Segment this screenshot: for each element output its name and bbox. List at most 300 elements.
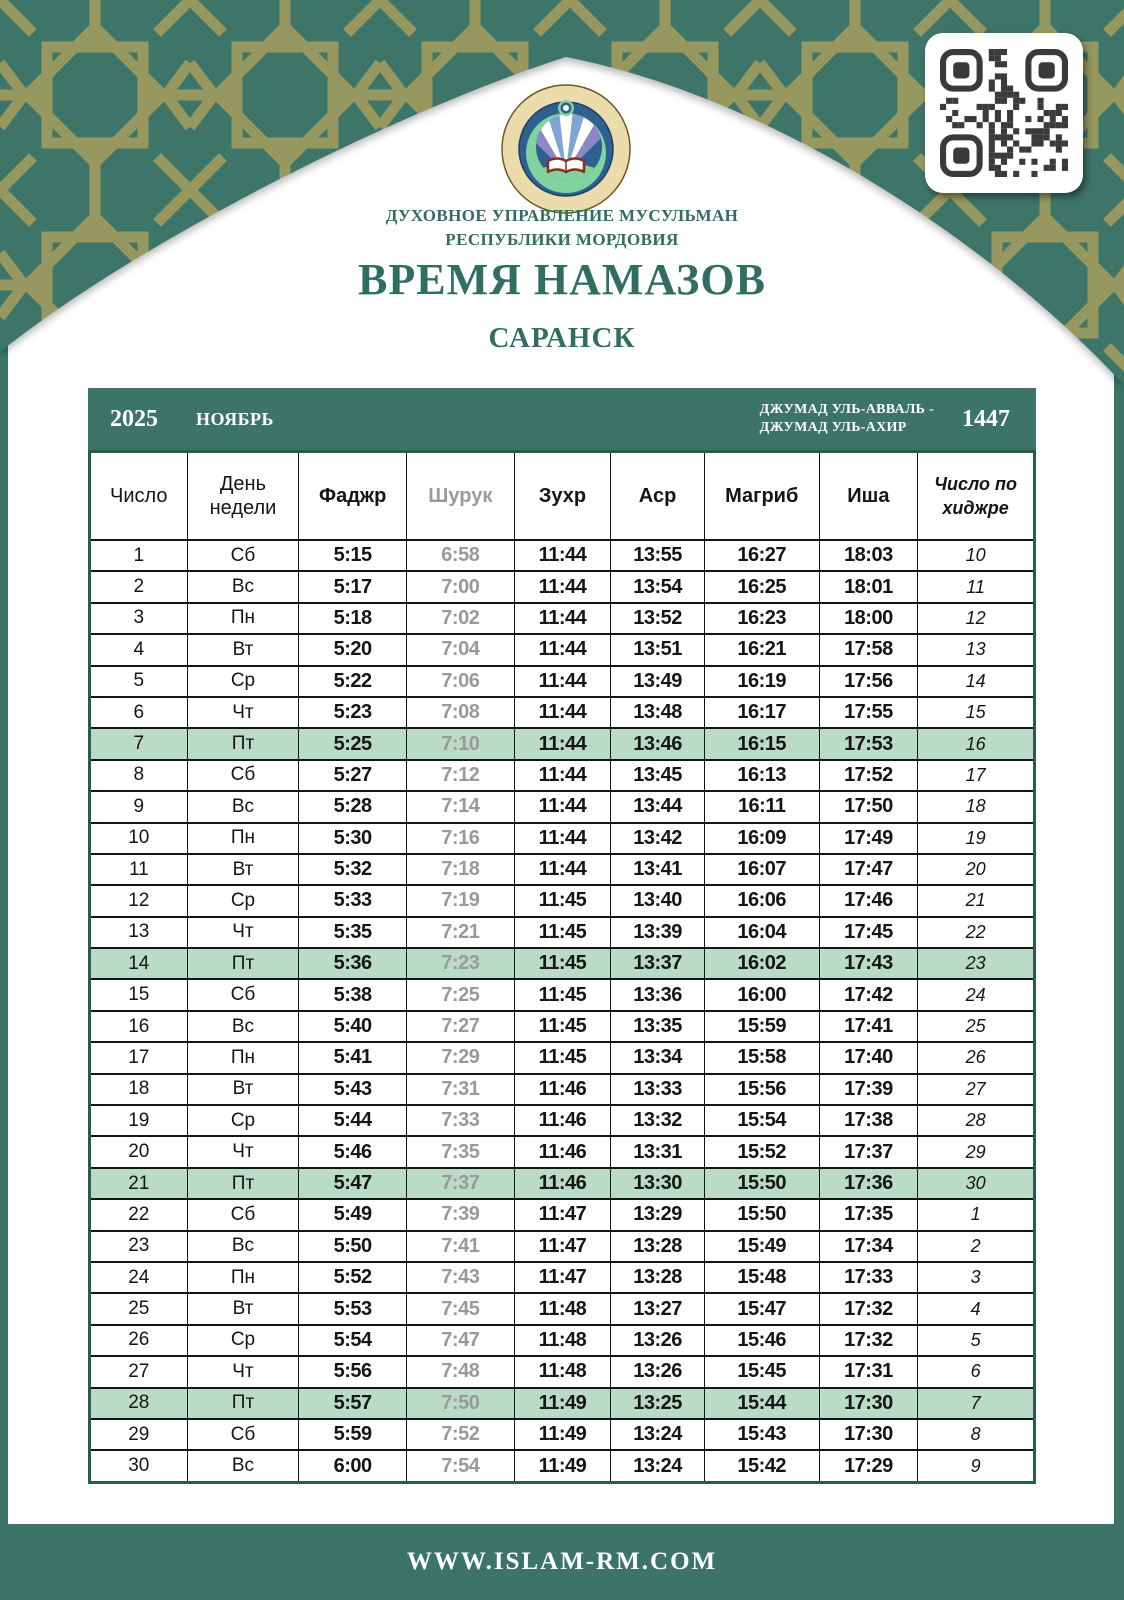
cell-weekday: Пт xyxy=(187,1168,299,1199)
cell-shuruk: 7:41 xyxy=(406,1231,514,1262)
muftiate-logo-icon xyxy=(500,83,632,215)
table-row xyxy=(90,1388,1035,1419)
table-row xyxy=(90,1450,1035,1482)
cell-maghrib: 15:48 xyxy=(704,1262,819,1293)
cell-fajr: 5:46 xyxy=(299,1136,407,1167)
cell-maghrib: 16:15 xyxy=(704,728,819,759)
cell-zuhr: 11:44 xyxy=(514,571,611,602)
table-row xyxy=(90,1293,1035,1324)
cell-shuruk: 7:45 xyxy=(406,1293,514,1324)
cell-maghrib: 16:25 xyxy=(704,571,819,602)
cell-fajr: 5:43 xyxy=(299,1074,407,1105)
cell-fajr: 5:27 xyxy=(299,760,407,791)
cell-asr: 13:28 xyxy=(611,1262,705,1293)
cell-shuruk: 7:16 xyxy=(406,823,514,854)
cell-fajr: 5:40 xyxy=(299,1011,407,1042)
cell-shuruk: 7:18 xyxy=(406,854,514,885)
cell-maghrib: 16:19 xyxy=(704,666,819,697)
cell-zuhr: 11:45 xyxy=(514,948,611,979)
cell-hijri-date: 18 xyxy=(918,791,1035,822)
cell-zuhr: 11:44 xyxy=(514,854,611,885)
cell-hijri-date: 10 xyxy=(918,540,1035,571)
cell-asr: 13:42 xyxy=(611,823,705,854)
cell-asr: 13:28 xyxy=(611,1231,705,1262)
page-title: ВРЕМЯ НАМАЗОВ xyxy=(358,255,766,304)
cell-date: 12 xyxy=(90,885,188,916)
cell-hijri-date: 19 xyxy=(918,823,1035,854)
cell-date: 11 xyxy=(90,854,188,885)
cell-zuhr: 11:46 xyxy=(514,1074,611,1105)
cell-hijri-date: 20 xyxy=(918,854,1035,885)
cell-shuruk: 7:33 xyxy=(406,1105,514,1136)
cell-maghrib: 15:45 xyxy=(704,1356,819,1387)
cell-fajr: 5:30 xyxy=(299,823,407,854)
cell-maghrib: 16:02 xyxy=(704,948,819,979)
cell-zuhr: 11:47 xyxy=(514,1199,611,1230)
cell-weekday: Пн xyxy=(187,1042,299,1073)
cell-hijri-date: 23 xyxy=(918,948,1035,979)
cell-weekday: Чт xyxy=(187,1136,299,1167)
table-row xyxy=(90,728,1035,759)
cell-isha: 17:41 xyxy=(819,1011,918,1042)
cell-hijri-date: 25 xyxy=(918,1011,1035,1042)
cell-fajr: 5:18 xyxy=(299,603,407,634)
cell-isha: 17:56 xyxy=(819,666,918,697)
cell-asr: 13:35 xyxy=(611,1011,705,1042)
prayer-times-table xyxy=(88,450,1036,1484)
table-row xyxy=(90,666,1035,697)
cell-maghrib: 16:09 xyxy=(704,823,819,854)
cell-asr: 13:32 xyxy=(611,1105,705,1136)
cell-maghrib: 15:47 xyxy=(704,1293,819,1324)
month-band xyxy=(88,388,1036,450)
cell-fajr: 5:49 xyxy=(299,1199,407,1230)
cell-weekday: Ср xyxy=(187,1325,299,1356)
col-header-hijri-date: Число по хиджре xyxy=(918,452,1035,541)
cell-date: 8 xyxy=(90,760,188,791)
cell-fajr: 5:56 xyxy=(299,1356,407,1387)
cell-hijri-date: 21 xyxy=(918,885,1035,916)
cell-zuhr: 11:45 xyxy=(514,979,611,1010)
gregorian-year: 2025 xyxy=(110,405,158,432)
cell-fajr: 5:47 xyxy=(299,1168,407,1199)
cell-hijri-date: 3 xyxy=(918,1262,1035,1293)
cell-isha: 17:43 xyxy=(819,948,918,979)
cell-fajr: 5:35 xyxy=(299,917,407,948)
cell-weekday: Сб xyxy=(187,1419,299,1450)
cell-date: 14 xyxy=(90,948,188,979)
cell-date: 26 xyxy=(90,1325,188,1356)
cell-maghrib: 16:27 xyxy=(704,540,819,571)
cell-asr: 13:27 xyxy=(611,1293,705,1324)
cell-zuhr: 11:44 xyxy=(514,760,611,791)
cell-date: 7 xyxy=(90,728,188,759)
cell-isha: 17:29 xyxy=(819,1450,918,1482)
cell-maghrib: 15:59 xyxy=(704,1011,819,1042)
cell-weekday: Пт xyxy=(187,1388,299,1419)
cell-shuruk: 7:39 xyxy=(406,1199,514,1230)
table-row xyxy=(90,1231,1035,1262)
cell-zuhr: 11:46 xyxy=(514,1105,611,1136)
cell-date: 13 xyxy=(90,917,188,948)
cell-fajr: 5:57 xyxy=(299,1388,407,1419)
table-row xyxy=(90,571,1035,602)
cell-hijri-date: 22 xyxy=(918,917,1035,948)
cell-zuhr: 11:45 xyxy=(514,1011,611,1042)
cell-weekday: Чт xyxy=(187,697,299,728)
cell-zuhr: 11:48 xyxy=(514,1356,611,1387)
cell-fajr: 5:44 xyxy=(299,1105,407,1136)
cell-isha: 17:42 xyxy=(819,979,918,1010)
cell-shuruk: 7:54 xyxy=(406,1450,514,1482)
cell-fajr: 5:22 xyxy=(299,666,407,697)
table-row xyxy=(90,697,1035,728)
cell-weekday: Ср xyxy=(187,885,299,916)
footer-band xyxy=(0,1524,1124,1600)
cell-zuhr: 11:45 xyxy=(514,917,611,948)
cell-shuruk: 7:10 xyxy=(406,728,514,759)
cell-maghrib: 15:54 xyxy=(704,1105,819,1136)
cell-shuruk: 7:52 xyxy=(406,1419,514,1450)
cell-asr: 13:26 xyxy=(611,1356,705,1387)
cell-asr: 13:44 xyxy=(611,791,705,822)
cell-isha: 17:47 xyxy=(819,854,918,885)
cell-asr: 13:31 xyxy=(611,1136,705,1167)
cell-weekday: Вс xyxy=(187,1450,299,1482)
table-header xyxy=(90,452,1035,541)
cell-hijri-date: 13 xyxy=(918,634,1035,665)
cell-isha: 17:53 xyxy=(819,728,918,759)
cell-date: 5 xyxy=(90,666,188,697)
cell-shuruk: 7:29 xyxy=(406,1042,514,1073)
cell-weekday: Сб xyxy=(187,760,299,791)
cell-shuruk: 7:14 xyxy=(406,791,514,822)
qr-card xyxy=(925,33,1083,193)
table-row xyxy=(90,948,1035,979)
cell-isha: 17:35 xyxy=(819,1199,918,1230)
cell-maghrib: 15:58 xyxy=(704,1042,819,1073)
cell-weekday: Чт xyxy=(187,1356,299,1387)
cell-isha: 17:38 xyxy=(819,1105,918,1136)
cell-weekday: Вт xyxy=(187,1293,299,1324)
cell-shuruk: 7:19 xyxy=(406,885,514,916)
cell-hijri-date: 7 xyxy=(918,1388,1035,1419)
cell-isha: 17:39 xyxy=(819,1074,918,1105)
cell-weekday: Ср xyxy=(187,1105,299,1136)
table-row xyxy=(90,791,1035,822)
cell-asr: 13:55 xyxy=(611,540,705,571)
cell-hijri-date: 11 xyxy=(918,571,1035,602)
cell-shuruk: 7:48 xyxy=(406,1356,514,1387)
cell-date: 25 xyxy=(90,1293,188,1324)
cell-isha: 17:52 xyxy=(819,760,918,791)
col-header-fajr: Фаджр xyxy=(299,452,407,541)
cell-fajr: 5:38 xyxy=(299,979,407,1010)
cell-weekday: Вс xyxy=(187,571,299,602)
cell-weekday: Пн xyxy=(187,603,299,634)
table-row xyxy=(90,1136,1035,1167)
cell-weekday: Ср xyxy=(187,666,299,697)
table-row xyxy=(90,1074,1035,1105)
cell-fajr: 5:53 xyxy=(299,1293,407,1324)
cell-asr: 13:40 xyxy=(611,885,705,916)
cell-maghrib: 15:44 xyxy=(704,1388,819,1419)
cell-isha: 17:30 xyxy=(819,1388,918,1419)
cell-isha: 17:33 xyxy=(819,1262,918,1293)
cell-isha: 18:01 xyxy=(819,571,918,602)
cell-zuhr: 11:46 xyxy=(514,1136,611,1167)
cell-date: 29 xyxy=(90,1419,188,1450)
cell-fajr: 5:59 xyxy=(299,1419,407,1450)
cell-weekday: Пт xyxy=(187,948,299,979)
cell-date: 3 xyxy=(90,603,188,634)
cell-shuruk: 7:08 xyxy=(406,697,514,728)
cell-date: 2 xyxy=(90,571,188,602)
cell-hijri-date: 6 xyxy=(918,1356,1035,1387)
cell-date: 28 xyxy=(90,1388,188,1419)
table-row xyxy=(90,760,1035,791)
cell-shuruk: 7:04 xyxy=(406,634,514,665)
cell-isha: 17:55 xyxy=(819,697,918,728)
cell-isha: 17:40 xyxy=(819,1042,918,1073)
cell-isha: 18:03 xyxy=(819,540,918,571)
cell-asr: 13:54 xyxy=(611,571,705,602)
cell-asr: 13:46 xyxy=(611,728,705,759)
cell-maghrib: 15:50 xyxy=(704,1199,819,1230)
cell-hijri-date: 15 xyxy=(918,697,1035,728)
cell-shuruk: 7:02 xyxy=(406,603,514,634)
cell-fajr: 5:15 xyxy=(299,540,407,571)
cell-zuhr: 11:47 xyxy=(514,1231,611,1262)
cell-isha: 17:45 xyxy=(819,917,918,948)
cell-maghrib: 16:04 xyxy=(704,917,819,948)
cell-fajr: 6:00 xyxy=(299,1450,407,1482)
cell-fajr: 5:25 xyxy=(299,728,407,759)
cell-maghrib: 15:42 xyxy=(704,1450,819,1482)
cell-asr: 13:26 xyxy=(611,1325,705,1356)
table-row xyxy=(90,885,1035,916)
cell-asr: 13:24 xyxy=(611,1419,705,1450)
cell-hijri-date: 5 xyxy=(918,1325,1035,1356)
cell-asr: 13:29 xyxy=(611,1199,705,1230)
cell-hijri-date: 24 xyxy=(918,979,1035,1010)
cell-date: 21 xyxy=(90,1168,188,1199)
cell-asr: 13:37 xyxy=(611,948,705,979)
cell-zuhr: 11:47 xyxy=(514,1262,611,1293)
table-row xyxy=(90,1356,1035,1387)
star-ornament xyxy=(558,100,574,116)
cell-hijri-date: 28 xyxy=(918,1105,1035,1136)
org-name-line2: РЕСПУБЛИКИ МОРДОВИЯ xyxy=(445,230,679,249)
cell-hijri-date: 12 xyxy=(918,603,1035,634)
table-row xyxy=(90,979,1035,1010)
cell-maghrib: 15:49 xyxy=(704,1231,819,1262)
cell-hijri-date: 1 xyxy=(918,1199,1035,1230)
cell-zuhr: 11:49 xyxy=(514,1419,611,1450)
cell-isha: 17:34 xyxy=(819,1231,918,1262)
cell-isha: 17:32 xyxy=(819,1325,918,1356)
cell-zuhr: 11:44 xyxy=(514,634,611,665)
table-row xyxy=(90,1011,1035,1042)
table-row xyxy=(90,1042,1035,1073)
cell-isha: 17:58 xyxy=(819,634,918,665)
cell-date: 16 xyxy=(90,1011,188,1042)
cell-asr: 13:41 xyxy=(611,854,705,885)
cell-shuruk: 7:47 xyxy=(406,1325,514,1356)
col-header-shuruk: Шурук xyxy=(406,452,514,541)
cell-zuhr: 11:48 xyxy=(514,1293,611,1324)
cell-weekday: Вт xyxy=(187,634,299,665)
cell-weekday: Сб xyxy=(187,1199,299,1230)
cell-fajr: 5:50 xyxy=(299,1231,407,1262)
city-title: САРАНСК xyxy=(488,322,636,354)
cell-maghrib: 15:52 xyxy=(704,1136,819,1167)
cell-hijri-date: 8 xyxy=(918,1419,1035,1450)
cell-zuhr: 11:44 xyxy=(514,728,611,759)
cell-isha: 18:00 xyxy=(819,603,918,634)
cell-maghrib: 16:11 xyxy=(704,791,819,822)
cell-isha: 17:50 xyxy=(819,791,918,822)
cell-fajr: 5:20 xyxy=(299,634,407,665)
website-url: WWW.ISLAM-RM.COM xyxy=(406,1548,718,1575)
cell-shuruk: 7:43 xyxy=(406,1262,514,1293)
cell-isha: 17:37 xyxy=(819,1136,918,1167)
col-header-maghrib: Магриб xyxy=(704,452,819,541)
prayer-table-block xyxy=(88,388,1036,1484)
cell-asr: 13:39 xyxy=(611,917,705,948)
cell-hijri-date: 30 xyxy=(918,1168,1035,1199)
qr-code-icon xyxy=(940,49,1068,177)
cell-zuhr: 11:44 xyxy=(514,791,611,822)
cell-asr: 13:25 xyxy=(611,1388,705,1419)
cell-isha: 17:32 xyxy=(819,1293,918,1324)
cell-maghrib: 16:06 xyxy=(704,885,819,916)
col-header-weekday: День недели xyxy=(187,452,299,541)
cell-hijri-date: 29 xyxy=(918,1136,1035,1167)
cell-weekday: Чт xyxy=(187,917,299,948)
cell-zuhr: 11:48 xyxy=(514,1325,611,1356)
cell-date: 19 xyxy=(90,1105,188,1136)
org-name-line1: ДУХОВНОЕ УПРАВЛЕНИЕ МУСУЛЬМАН xyxy=(385,206,739,225)
table-row xyxy=(90,1199,1035,1230)
cell-weekday: Сб xyxy=(187,540,299,571)
cell-fajr: 5:54 xyxy=(299,1325,407,1356)
cell-fajr: 5:36 xyxy=(299,948,407,979)
cell-date: 23 xyxy=(90,1231,188,1262)
cell-hijri-date: 2 xyxy=(918,1231,1035,1262)
cell-weekday: Вс xyxy=(187,1011,299,1042)
cell-isha: 17:30 xyxy=(819,1419,918,1450)
table-row xyxy=(90,603,1035,634)
cell-date: 10 xyxy=(90,823,188,854)
cell-asr: 13:45 xyxy=(611,760,705,791)
cell-isha: 17:49 xyxy=(819,823,918,854)
cell-date: 18 xyxy=(90,1074,188,1105)
cell-fajr: 5:52 xyxy=(299,1262,407,1293)
cell-asr: 13:33 xyxy=(611,1074,705,1105)
cell-date: 24 xyxy=(90,1262,188,1293)
col-header-isha: Иша xyxy=(819,452,918,541)
cell-zuhr: 11:49 xyxy=(514,1388,611,1419)
cell-date: 27 xyxy=(90,1356,188,1387)
cell-isha: 17:46 xyxy=(819,885,918,916)
cell-maghrib: 15:43 xyxy=(704,1419,819,1450)
cell-maghrib: 16:00 xyxy=(704,979,819,1010)
cell-zuhr: 11:45 xyxy=(514,885,611,916)
cell-maghrib: 16:23 xyxy=(704,603,819,634)
hijri-months xyxy=(760,401,934,437)
cell-isha: 17:36 xyxy=(819,1168,918,1199)
cell-shuruk: 7:35 xyxy=(406,1136,514,1167)
table-row xyxy=(90,917,1035,948)
cell-asr: 13:30 xyxy=(611,1168,705,1199)
table-row xyxy=(90,1168,1035,1199)
cell-weekday: Вс xyxy=(187,791,299,822)
hijri-month-line1: ДЖУМАД УЛЬ-АВВАЛЬ - xyxy=(759,402,934,417)
cell-date: 17 xyxy=(90,1042,188,1073)
cell-weekday: Вт xyxy=(187,1074,299,1105)
table-row xyxy=(90,854,1035,885)
cell-hijri-date: 27 xyxy=(918,1074,1035,1105)
col-header-asr: Аср xyxy=(611,452,705,541)
cell-shuruk: 7:50 xyxy=(406,1388,514,1419)
cell-shuruk: 7:21 xyxy=(406,917,514,948)
cell-shuruk: 7:00 xyxy=(406,571,514,602)
cell-date: 22 xyxy=(90,1199,188,1230)
cell-fajr: 5:33 xyxy=(299,885,407,916)
cell-date: 1 xyxy=(90,540,188,571)
month-name: НОЯБРЬ xyxy=(196,408,274,429)
hijri-month-line2: ДЖУМАД УЛЬ-АХИР xyxy=(759,420,907,435)
cell-fajr: 5:41 xyxy=(299,1042,407,1073)
cell-isha: 17:31 xyxy=(819,1356,918,1387)
cell-asr: 13:24 xyxy=(611,1450,705,1482)
cell-shuruk: 6:58 xyxy=(406,540,514,571)
cell-zuhr: 11:46 xyxy=(514,1168,611,1199)
cell-shuruk: 7:37 xyxy=(406,1168,514,1199)
cell-hijri-date: 9 xyxy=(918,1450,1035,1482)
cell-date: 6 xyxy=(90,697,188,728)
cell-zuhr: 11:45 xyxy=(514,1042,611,1073)
cell-asr: 13:34 xyxy=(611,1042,705,1073)
cell-zuhr: 11:44 xyxy=(514,823,611,854)
cell-fajr: 5:28 xyxy=(299,791,407,822)
cell-hijri-date: 26 xyxy=(918,1042,1035,1073)
table-row xyxy=(90,823,1035,854)
cell-shuruk: 7:27 xyxy=(406,1011,514,1042)
table-row xyxy=(90,1262,1035,1293)
cell-maghrib: 15:50 xyxy=(704,1168,819,1199)
cell-hijri-date: 4 xyxy=(918,1293,1035,1324)
cell-maghrib: 16:17 xyxy=(704,697,819,728)
cell-zuhr: 11:49 xyxy=(514,1450,611,1482)
cell-asr: 13:52 xyxy=(611,603,705,634)
cell-shuruk: 7:25 xyxy=(406,979,514,1010)
cell-weekday: Вт xyxy=(187,854,299,885)
cell-shuruk: 7:31 xyxy=(406,1074,514,1105)
cell-maghrib: 16:07 xyxy=(704,854,819,885)
cell-hijri-date: 16 xyxy=(918,728,1035,759)
cell-asr: 13:51 xyxy=(611,634,705,665)
cell-asr: 13:48 xyxy=(611,697,705,728)
col-header-zuhr: Зухр xyxy=(514,452,611,541)
cell-hijri-date: 17 xyxy=(918,760,1035,791)
cell-zuhr: 11:44 xyxy=(514,540,611,571)
table-row xyxy=(90,540,1035,571)
table-row xyxy=(90,1105,1035,1136)
cell-shuruk: 7:06 xyxy=(406,666,514,697)
cell-zuhr: 11:44 xyxy=(514,666,611,697)
